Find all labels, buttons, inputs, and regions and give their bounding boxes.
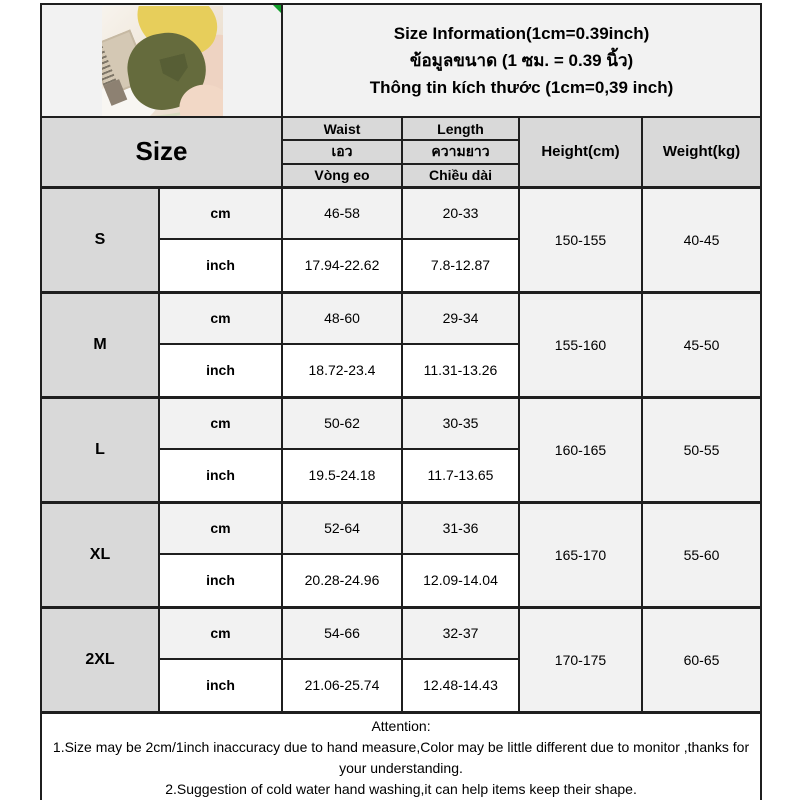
table-row	[41, 397, 761, 449]
newspaper-text-lines	[102, 41, 116, 85]
unit-inch: inch	[159, 449, 282, 502]
column-header-length-en: Length	[402, 117, 519, 140]
height-value: 170-175	[519, 607, 642, 712]
unit-inch: inch	[159, 239, 282, 292]
waist-cm-value: 46-58	[282, 187, 402, 239]
waist-cm-value: 54-66	[282, 607, 402, 659]
length-inch-value: 12.48-14.43	[402, 659, 519, 712]
unit-inch: inch	[159, 659, 282, 712]
length-inch-value: 11.7-13.65	[402, 449, 519, 502]
unit-inch: inch	[159, 344, 282, 397]
title-thai: ข้อมูลขนาด (1 ซม. = 0.39 นิ้ว)	[409, 50, 634, 70]
length-cm-value: 20-33	[402, 187, 519, 239]
table-row	[41, 292, 761, 344]
column-header-length-th: ความยาว	[402, 140, 519, 164]
title-vietnamese: Thông tin kích thước (1cm=0,39 inch)	[369, 78, 674, 98]
attention-note	[41, 712, 761, 800]
length-cm-value: 31-36	[402, 502, 519, 554]
length-inch-value: 12.09-14.04	[402, 554, 519, 607]
column-header-waist-th: เอว	[282, 140, 402, 164]
height-value: 160-165	[519, 397, 642, 502]
size-info-title	[282, 4, 761, 117]
unit-inch: inch	[159, 554, 282, 607]
column-header-waist-vi: Vòng eo	[282, 164, 402, 187]
table-row	[41, 187, 761, 239]
column-header-size: Size	[41, 117, 282, 187]
length-cm-value: 32-37	[402, 607, 519, 659]
size-label-s: S	[41, 187, 159, 292]
green-corner-marker-icon	[273, 5, 282, 14]
weight-value: 50-55	[642, 397, 761, 502]
product-photo-cell	[41, 4, 282, 117]
weight-value: 40-45	[642, 187, 761, 292]
column-header-length-vi: Chiều dài	[402, 164, 519, 187]
waist-inch-value: 17.94-22.62	[282, 239, 402, 292]
waist-inch-value: 21.06-25.74	[282, 659, 402, 712]
waist-inch-value: 18.72-23.4	[282, 344, 402, 397]
length-inch-value: 11.31-13.26	[402, 344, 519, 397]
size-label-m: M	[41, 292, 159, 397]
unit-cm: cm	[159, 502, 282, 554]
size-label-xl: XL	[41, 502, 159, 607]
weight-value: 60-65	[642, 607, 761, 712]
size-label-2xl: 2XL	[41, 607, 159, 712]
weight-value: 55-60	[642, 502, 761, 607]
height-value: 155-160	[519, 292, 642, 397]
waist-inch-value: 20.28-24.96	[282, 554, 402, 607]
height-value: 150-155	[519, 187, 642, 292]
size-chart-table	[40, 3, 762, 800]
waist-cm-value: 52-64	[282, 502, 402, 554]
length-cm-value: 30-35	[402, 397, 519, 449]
table-row	[41, 502, 761, 554]
length-inch-value: 7.8-12.87	[402, 239, 519, 292]
attention-heading: Attention:	[371, 717, 431, 734]
weight-value: 45-50	[642, 292, 761, 397]
unit-cm: cm	[159, 607, 282, 659]
waist-cm-value: 48-60	[282, 292, 402, 344]
waist-inch-value: 19.5-24.18	[282, 449, 402, 502]
title-english: Size Information(1cm=0.39inch)	[393, 23, 650, 43]
column-header-height: Height(cm)	[519, 117, 642, 187]
size-label-l: L	[41, 397, 159, 502]
length-cm-value: 29-34	[402, 292, 519, 344]
attention-note-2: 2.Suggestion of cold water hand washing,it can help items keep their shape.	[165, 780, 637, 797]
attention-note-1: 1.Size may be 2cm/1inch inaccuracy due to hand measure,Color may be little different due to monitor ,thanks for your understanding.	[52, 738, 750, 776]
product-photo	[102, 6, 223, 117]
unit-cm: cm	[159, 187, 282, 239]
column-header-waist-en: Waist	[282, 117, 402, 140]
table-row	[41, 607, 761, 659]
waist-cm-value: 50-62	[282, 397, 402, 449]
unit-cm: cm	[159, 397, 282, 449]
unit-cm: cm	[159, 292, 282, 344]
height-value: 165-170	[519, 502, 642, 607]
column-header-weight: Weight(kg)	[642, 117, 761, 187]
